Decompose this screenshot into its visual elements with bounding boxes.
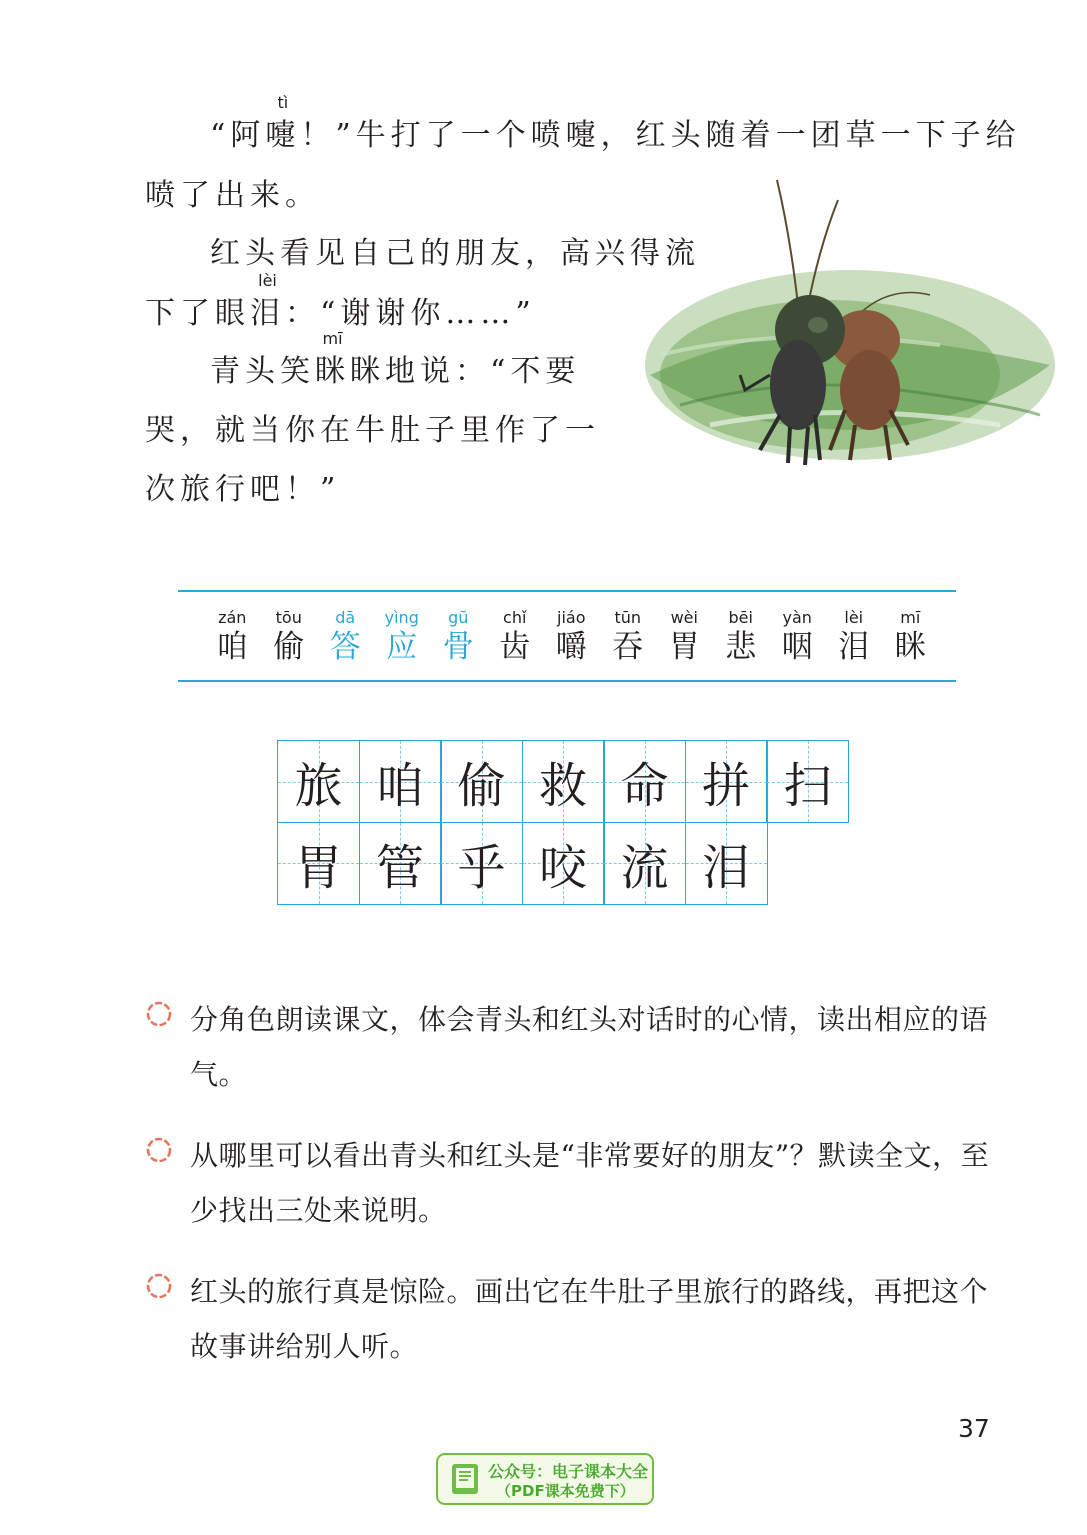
grid-cell xyxy=(359,740,442,823)
crickets-on-grass-illustration xyxy=(640,175,1060,480)
ruby-char xyxy=(315,329,350,390)
grid-char: 咱 xyxy=(375,758,424,814)
vocab-pinyin: tūn xyxy=(614,608,642,627)
vocab-item xyxy=(430,608,487,666)
watermark-stamp xyxy=(436,1453,654,1505)
exercise-text: 分角色朗读课文，体会青头和红头对话时的心情，读出相应的语气。 xyxy=(190,1003,989,1091)
vocab-pinyin: yàn xyxy=(782,608,812,627)
grid-cell xyxy=(440,740,523,823)
book-icon xyxy=(448,1461,484,1499)
vocab-pinyin: chǐ xyxy=(503,608,527,627)
char: 眯 xyxy=(315,354,350,389)
grid-char: 泪 xyxy=(701,839,750,896)
vocab-pinyin: wèi xyxy=(670,608,698,627)
vocab-pinyin: lèi xyxy=(844,608,864,627)
vocab-char: 答 xyxy=(329,629,361,665)
vocab-pinyin: tōu xyxy=(275,608,302,627)
exercise-text: 从哪里可以看出青头和红头是“非常要好的朋友”？默读全文，至少找出三处来说明。 xyxy=(190,1139,990,1227)
story-line-1 xyxy=(210,93,1021,154)
story-line-3: 红头看见自己的朋友，高兴得流 xyxy=(210,236,700,271)
vocab-pinyin: mī xyxy=(900,608,921,627)
vocab-item xyxy=(600,608,657,666)
vocabulary-band xyxy=(178,590,956,682)
stamp-line-2: （PDF课本免费下） xyxy=(496,1482,635,1500)
text-segment: ！”牛打了一个喷嚏，红头随着一团草一下子给 xyxy=(300,118,1021,153)
vocab-char: 胃 xyxy=(668,629,700,665)
grid-cell xyxy=(522,822,605,905)
exercise-text: 红头的旅行真是惊险。画出它在牛肚子里旅行的路线，再把这个故事讲给别人听。 xyxy=(190,1275,989,1363)
stamp-line-1: 公众号：电子课本大全 xyxy=(488,1462,649,1481)
story-line-4 xyxy=(145,271,536,332)
vocab-char: 吞 xyxy=(612,629,644,665)
pinyin: mī xyxy=(322,329,343,348)
grid-char: 胃 xyxy=(294,839,343,896)
grid-cell xyxy=(685,740,768,823)
vocab-item xyxy=(374,608,431,666)
ruby-char xyxy=(250,271,285,332)
grid-char: 拼 xyxy=(701,758,750,814)
text-segment: ：“谢谢你……” xyxy=(285,296,536,331)
vocab-char: 应 xyxy=(386,629,418,665)
vocab-char: 咱 xyxy=(216,629,248,665)
vocab-pinyin: dā xyxy=(335,608,356,627)
vocab-char: 偷 xyxy=(273,629,305,665)
vocab-item xyxy=(543,608,600,666)
vocab-char: 嚼 xyxy=(555,629,587,665)
vocab-item xyxy=(261,608,318,666)
exercise-circle-icon xyxy=(144,1271,174,1301)
vocab-char: 齿 xyxy=(499,629,531,665)
exercise-circle-icon xyxy=(144,999,174,1029)
grid-char: 流 xyxy=(620,839,669,896)
text-segment: 青头笑 xyxy=(210,354,315,389)
grid-cell xyxy=(685,822,768,905)
vocabulary-row xyxy=(204,608,939,666)
vocab-pinyin: zán xyxy=(218,608,247,627)
vocab-item xyxy=(317,608,374,666)
grid-char: 旅 xyxy=(294,758,343,814)
vocab-char: 骨 xyxy=(442,629,474,665)
vocab-item xyxy=(713,608,770,666)
grid-cell xyxy=(277,740,360,823)
vocab-char: 咽 xyxy=(781,629,813,665)
grid-char: 乎 xyxy=(457,839,506,896)
vocab-item xyxy=(882,608,939,666)
writing-grid-row-2 xyxy=(277,822,848,904)
vocab-item xyxy=(487,608,544,666)
grid-char: 命 xyxy=(620,758,669,814)
vocab-char: 悲 xyxy=(725,629,757,665)
char: 泪 xyxy=(250,296,285,331)
vocab-item xyxy=(656,608,713,666)
writing-grid xyxy=(277,740,848,903)
story-line-7: 次旅行吧！” xyxy=(145,472,341,507)
vocab-item xyxy=(769,608,826,666)
writing-grid-row-1 xyxy=(277,740,848,822)
grid-cell xyxy=(277,822,360,905)
vocab-char: 泪 xyxy=(838,629,870,665)
pinyin: tì xyxy=(277,93,289,112)
vocab-pinyin: jiáo xyxy=(557,608,586,627)
vocab-char: 眯 xyxy=(894,629,926,665)
text-segment: 下了眼 xyxy=(145,296,250,331)
char: 嚏 xyxy=(265,118,301,153)
ruby-char xyxy=(265,93,301,154)
grid-cell xyxy=(603,822,686,905)
exercise-circle-icon xyxy=(144,1135,174,1165)
vocab-pinyin: gū xyxy=(448,608,469,627)
vocab-item xyxy=(204,608,261,666)
vocab-pinyin: bēi xyxy=(728,608,753,627)
grid-char: 偷 xyxy=(457,758,506,814)
story-line-2: 喷了出来。 xyxy=(145,178,320,213)
pinyin: lèi xyxy=(258,271,277,290)
text-segment: “阿 xyxy=(210,118,266,153)
vocab-item xyxy=(826,608,883,666)
vocab-pinyin: yìng xyxy=(384,608,419,627)
story-line-5 xyxy=(210,329,581,390)
story-line-6: 哭，就当你在牛肚子里作了一 xyxy=(145,413,600,448)
page-number: 37 xyxy=(958,1414,990,1443)
grid-cell xyxy=(359,822,442,905)
grid-char: 管 xyxy=(375,839,424,896)
grid-cell xyxy=(603,740,686,823)
grid-char: 扫 xyxy=(783,758,832,814)
grid-cell xyxy=(766,740,849,823)
text-segment: 眯地说：“不要 xyxy=(350,354,581,389)
grid-char: 咬 xyxy=(538,839,587,896)
grid-cell xyxy=(522,740,605,823)
grid-cell xyxy=(440,822,523,905)
grid-char: 救 xyxy=(538,758,587,814)
